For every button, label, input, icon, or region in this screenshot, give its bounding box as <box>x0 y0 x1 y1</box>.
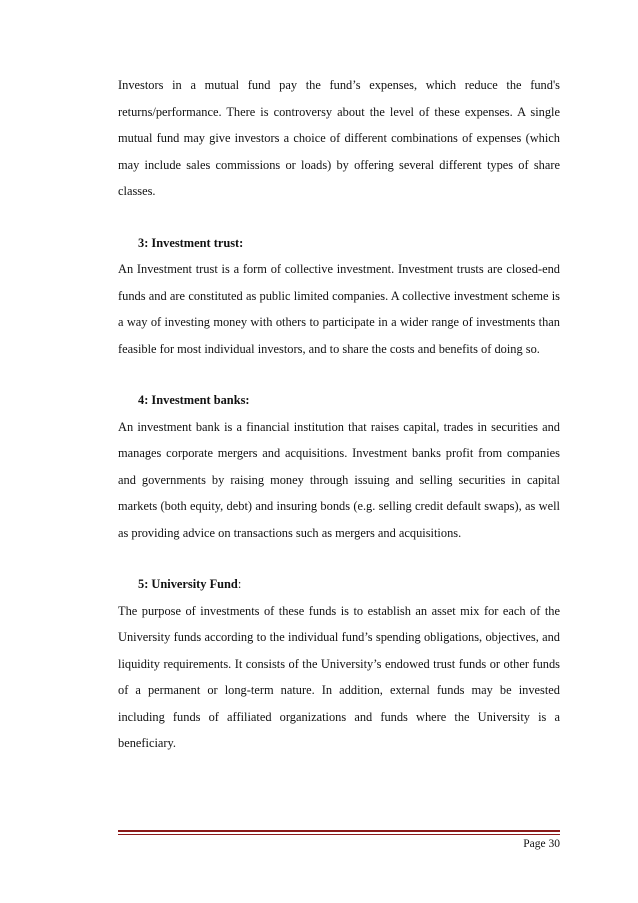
paragraph-mutual-fund: Investors in a mutual fund pay the fund’s expenses, which reduce the fund's returns/performance. There is controversy about the level of these expenses. A single mutual fund may give investors a choice of different combinations of expenses (which may include sales commissions or loads) by offering several different types of share classes. <box>118 78 560 198</box>
page-number: Page 30 <box>523 838 560 850</box>
paragraph-university-fund: The purpose of investments of these funds is to establish an asset mix for each of the University funds according to the individual fund’s spending obligations, objectives, and liquidity requirements. It consists of the University’s endowed trust funds or other funds of a permanent or long-term nature. In addition, external funds may be invested including funds of affiliated organizations and funds where the University is a beneficiary. <box>118 603 560 750</box>
paragraph-investment-banks: An investment bank is a financial institution that raises capital, trades in securities and manages corporate mergers and acquisitions. Investment banks profit from companies and governments by raising money through issuing and selling securities in capital markets (both equity, debt) and insuring bonds (e.g. selling credit default swaps), as well as providing advice on transactions such as mergers and acquisitions. <box>118 419 560 540</box>
page-content <box>118 72 560 757</box>
heading-investment-trust: 3: Investment trust: <box>138 235 244 250</box>
footer-rule <box>118 830 560 832</box>
heading-university-fund-colon: : <box>237 577 242 591</box>
heading-university-fund <box>118 571 560 598</box>
footer-rule-thin <box>118 834 560 835</box>
heading-investment-banks: 4: Investment banks: <box>138 393 250 407</box>
heading-university-fund-text: 5: University Fund <box>138 577 238 591</box>
paragraph-investment-trust: An Investment trust is a form of collective investment. Investment trusts are closed-end funds and are constituted as public limited companies. A collective investment scheme is a way of investing money with others to participate in a wider range of investments than feasible for most individual investors, and to share the costs and benefits of doing so. <box>118 262 560 356</box>
